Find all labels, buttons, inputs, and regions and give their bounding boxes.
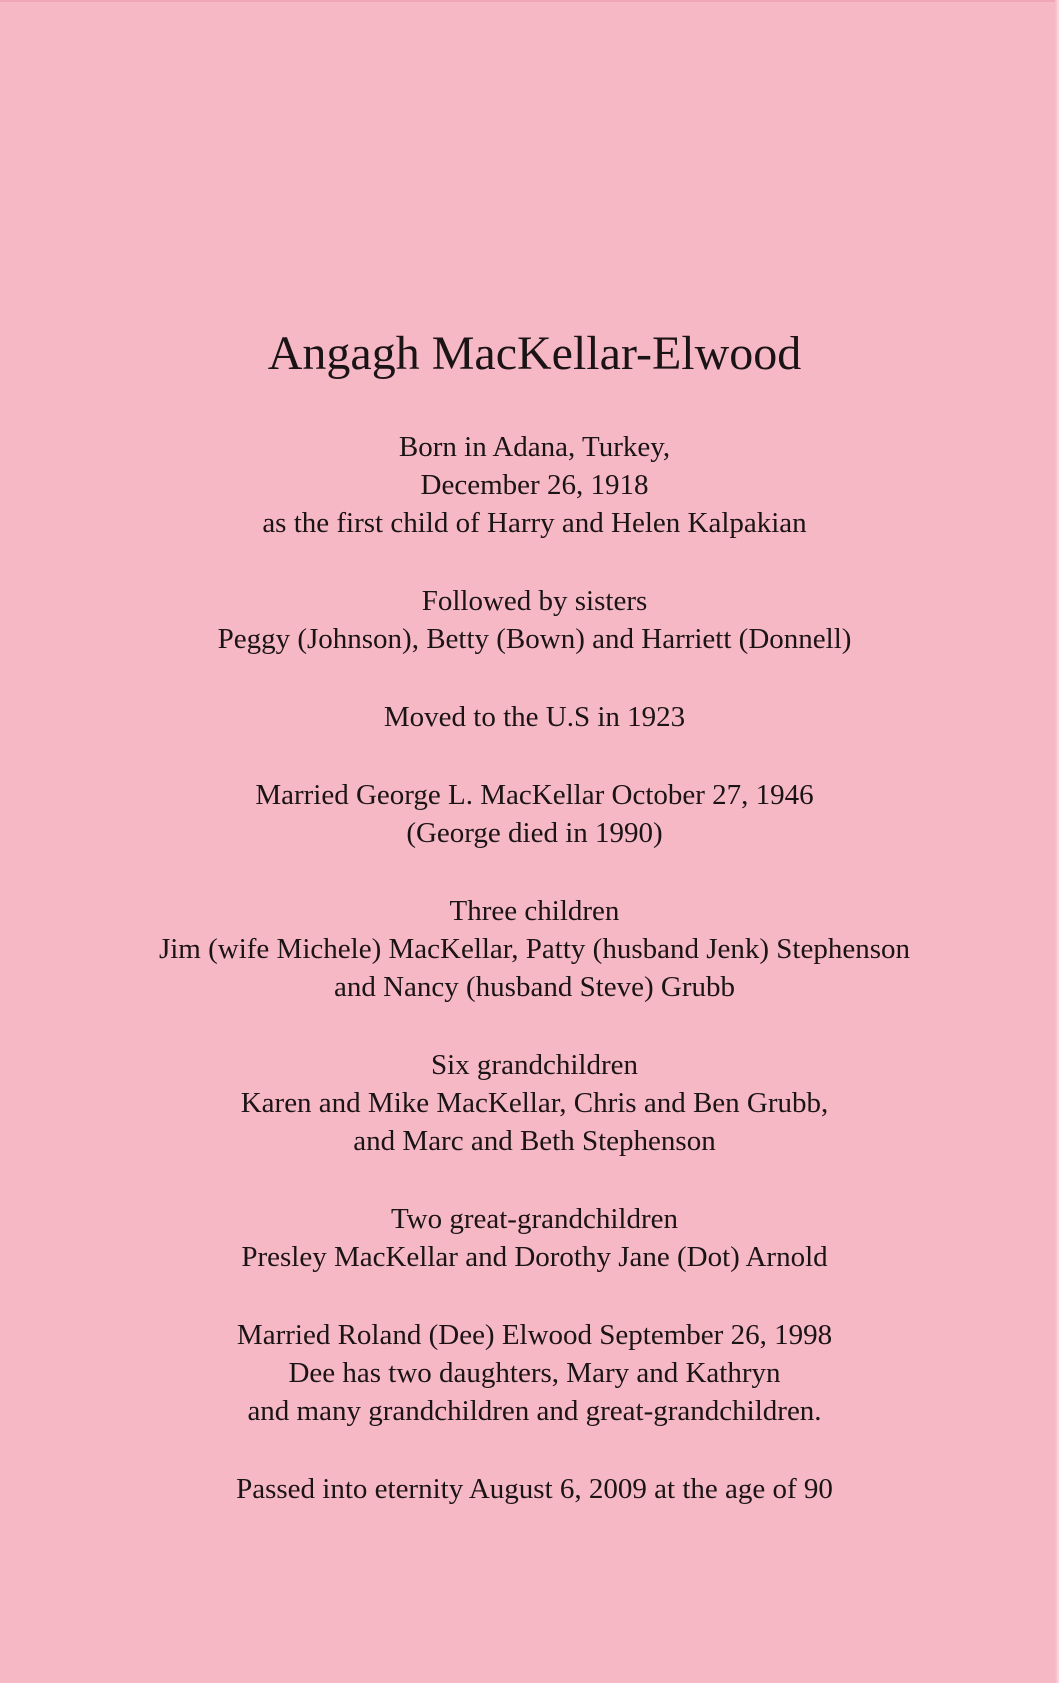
children-names-line-2: and Nancy (husband Steve) Grubb <box>333 971 736 1003</box>
first-marriage-line: Married George L. MacKellar October 27, 1946 <box>255 779 814 811</box>
siblings-section <box>90 582 979 658</box>
passing-section <box>90 1470 979 1508</box>
stepdaughters-line: Dee has two daughters, Mary and Kathryn <box>288 1357 781 1389</box>
grandchildren-heading: Six grandchildren <box>431 1049 638 1081</box>
passing-line: Passed into eternity August 6, 2009 at the age of 90 <box>236 1473 833 1505</box>
children-section <box>90 892 979 1006</box>
siblings-names: Peggy (Johnson), Betty (Bown) and Harriett (Donnell) <box>217 623 852 655</box>
second-marriage-section <box>90 1316 979 1430</box>
children-names-line-1: Jim (wife Michele) MacKellar, Patty (husband Jenk) Stephenson <box>158 933 911 965</box>
first-husband-death-line: (George died in 1990) <box>406 817 663 849</box>
move-section <box>90 698 979 736</box>
first-marriage-section <box>90 776 979 852</box>
grandchildren-section <box>90 1046 979 1160</box>
grandchildren-names-line-1: Karen and Mike MacKellar, Chris and Ben Grubb, <box>240 1087 829 1119</box>
move-line: Moved to the U.S in 1923 <box>383 701 686 733</box>
paper-top-edge <box>0 0 1059 2</box>
parents-line: as the first child of Harry and Helen Kalpakian <box>262 507 807 539</box>
birth-date-line: December 26, 1918 <box>420 469 649 501</box>
great-grandchildren-heading: Two great-grandchildren <box>390 1203 679 1235</box>
paper-right-edge <box>1055 0 1059 1683</box>
obituary-content <box>90 325 979 1508</box>
birth-section <box>90 428 979 542</box>
page-title: Angagh MacKellar-Elwood <box>267 327 802 380</box>
grandchildren-names-line-2: and Marc and Beth Stephenson <box>353 1125 716 1157</box>
great-grandchildren-names: Presley MacKellar and Dorothy Jane (Dot) Arnold <box>241 1241 828 1273</box>
birth-place-line: Born in Adana, Turkey, <box>398 431 671 463</box>
second-marriage-line: Married Roland (Dee) Elwood September 26, 1998 <box>236 1319 833 1351</box>
children-heading: Three children <box>449 895 620 927</box>
siblings-heading: Followed by sisters <box>421 585 648 617</box>
step-grandchildren-line: and many grandchildren and great-grandchildren. <box>247 1395 822 1427</box>
great-grandchildren-section <box>90 1200 979 1276</box>
